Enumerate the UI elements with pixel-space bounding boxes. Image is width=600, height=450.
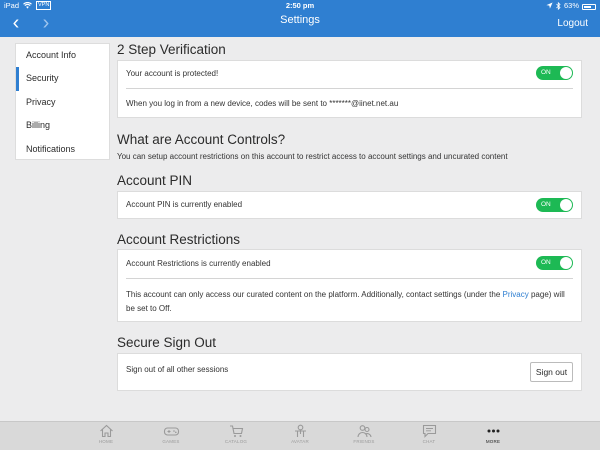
controls-description: You can setup account restrictions on this account to restrict access to account settings and uncurated content <box>117 152 508 161</box>
sidebar-item-account-info[interactable]: Account Info <box>26 50 77 60</box>
tab-home[interactable]: HOME <box>88 424 124 444</box>
privacy-link[interactable]: Privacy <box>502 290 529 299</box>
pin-card <box>117 191 582 219</box>
divider <box>126 278 573 279</box>
back-arrow-icon[interactable]: ‹ <box>12 12 20 34</box>
pin-toggle[interactable]: ON <box>536 198 573 212</box>
top-bar <box>0 0 600 37</box>
two-step-status: Your account is protected! <box>126 69 219 78</box>
two-step-toggle[interactable]: ON <box>536 66 573 80</box>
vpn-badge: VPN <box>38 2 50 8</box>
pin-status: Account PIN is currently enabled <box>126 200 243 209</box>
home-icon <box>99 424 114 438</box>
nav-bar <box>0 11 600 37</box>
sidebar-item-billing[interactable]: Billing <box>26 120 51 131</box>
avatar-icon <box>293 424 308 438</box>
signout-card <box>117 353 582 391</box>
restrictions-note: This account can only access our curated content on the platform. Additionally, contact settings (under the Privacy page) will be set to Off. <box>126 290 565 313</box>
restrictions-toggle[interactable]: ON <box>536 256 573 270</box>
location-icon <box>546 2 553 9</box>
restrictions-card <box>117 249 582 322</box>
tab-more[interactable]: MORE <box>475 424 511 444</box>
bluetooth-icon <box>556 2 561 10</box>
tab-games[interactable]: GAMES <box>153 424 189 444</box>
sidebar-item-privacy[interactable]: Privacy <box>26 96 56 107</box>
settings-sidebar <box>15 43 110 160</box>
restrictions-status: Account Restrictions is currently enabled <box>126 259 271 268</box>
divider <box>126 88 573 89</box>
tab-catalog[interactable]: CATALOG <box>218 424 254 444</box>
status-bar <box>0 0 600 11</box>
status-time: 2:50 pm <box>285 1 315 10</box>
signout-heading: Secure Sign Out <box>117 335 217 350</box>
battery-icon <box>582 4 596 10</box>
bottom-tab-bar <box>0 421 600 450</box>
sign-out-button[interactable]: Sign out <box>530 362 573 382</box>
signout-text: Sign out of all other sessions <box>126 365 229 374</box>
tab-avatar[interactable]: AVATAR <box>282 424 318 444</box>
two-step-note: When you log in from a new device, codes will be sent to *******@iinet.net.au <box>126 99 399 108</box>
gamepad-icon <box>163 424 180 438</box>
logout-button[interactable]: Logout <box>557 18 588 29</box>
sidebar-item-notifications[interactable]: Notifications <box>26 143 76 154</box>
friends-icon <box>357 424 372 438</box>
tab-friends[interactable]: FRIENDS <box>346 424 382 444</box>
more-icon <box>486 424 501 438</box>
forward-arrow-icon[interactable]: › <box>42 12 50 34</box>
restrictions-heading: Account Restrictions <box>117 232 241 247</box>
pin-heading: Account PIN <box>117 173 193 188</box>
controls-heading: What are Account Controls? <box>117 132 286 147</box>
battery-percent: 63% <box>563 1 579 10</box>
page-title: Settings <box>280 14 320 26</box>
sidebar-item-security[interactable]: Security <box>16 67 109 90</box>
two-step-card <box>117 60 582 118</box>
chat-icon <box>422 424 437 438</box>
two-step-heading: 2 Step Verification <box>117 42 226 57</box>
device-name: iPad <box>4 1 20 10</box>
tab-chat[interactable]: CHAT <box>411 424 447 444</box>
cart-icon <box>229 424 244 438</box>
